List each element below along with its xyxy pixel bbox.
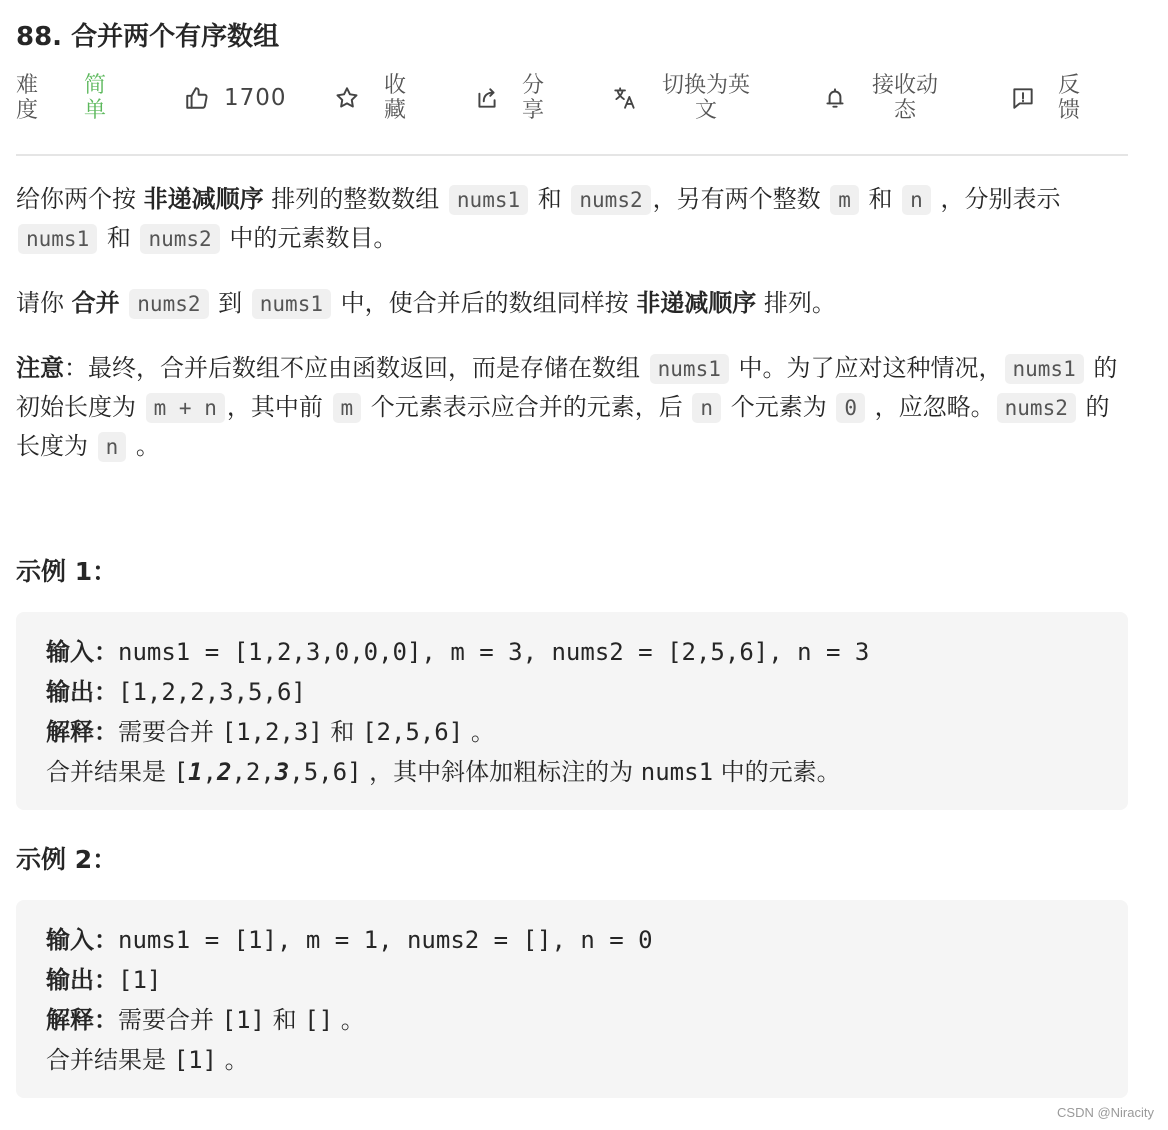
label: 解释： [46,1006,118,1034]
difficulty-value-line1: 简 [84,73,107,98]
example-explanation [46,712,1098,752]
text: 到 [210,289,250,317]
text: 排列的整数数组 [263,185,447,213]
text: 合并结果是 [46,1046,174,1074]
feedback-icon [1008,83,1038,113]
value: [1,2,2,3,5,6] [118,678,306,706]
label: 输出： [46,678,118,706]
inline-code: nums2 [997,393,1076,423]
text: 2 [74,845,93,874]
notify-button[interactable] [820,70,938,126]
text: 需要合并 [118,1006,222,1034]
code: [ [173,758,189,786]
text: 中的元素数目。 [221,224,398,252]
text: 。 [333,1006,365,1034]
text: 和 [322,718,363,746]
like-button[interactable] [182,70,287,126]
favorite-button[interactable] [332,70,406,126]
text: 示例 [16,557,75,586]
inline-code: nums1 [1005,354,1084,384]
code: [1] [173,1046,217,1074]
code: ,2, [231,758,275,786]
inline-code: n [692,393,721,423]
difficulty-value-line2: 单 [84,98,107,123]
code: [1] [221,1006,265,1034]
example-1-box [16,612,1128,810]
text: 需要合并 [118,718,222,746]
text: ，另有两个整数 [652,185,829,213]
thumbs-up-icon [182,83,212,113]
text: 1 [74,557,93,586]
description-paragraph-1 [16,180,1128,258]
code: [] [304,1006,334,1034]
text: 。 [217,1046,249,1074]
text: 排列。 [756,289,836,317]
inline-code: nums1 [252,289,331,319]
notify-label-line1: 接收动 [872,73,939,98]
share-icon [472,83,502,113]
text: 。 [128,432,160,460]
code: nums1 [640,758,714,786]
text: ： [92,557,118,586]
text: ，其中前 [226,393,331,421]
feedback-label-line2: 馈 [1058,98,1081,123]
code: [1,2,3] [221,718,323,746]
watermark: CSDN @Niracity [1057,1105,1154,1120]
bold-text: 非递减顺序 [636,289,757,317]
code: , [202,758,217,786]
inline-code: nums2 [140,224,219,254]
translate-label-line2: 文 [695,98,718,123]
text: 示例 [16,845,75,874]
example-1-title [16,552,117,588]
example-2-title [16,840,117,876]
bold-text: 非递减顺序 [143,185,264,213]
share-button[interactable] [472,70,544,126]
text: 的初始长度为 [16,354,1118,421]
text: ，分别表示 [932,185,1061,213]
text [120,289,128,317]
bold-italic: 2 [217,758,232,786]
star-icon [332,83,362,113]
example-2-box [16,900,1128,1098]
text: 请你 [16,289,72,317]
inline-code: m [830,185,859,215]
code: ,5,6] [289,758,362,786]
translate-button[interactable] [610,70,750,126]
share-label-line2: 享 [522,98,545,123]
notify-label-line2: 态 [894,98,917,123]
label: 输入： [46,638,118,666]
difficulty-label [16,70,38,126]
problem-toolbar [16,70,1128,126]
text: ： [92,845,118,874]
text: ，其中斜体加粗标注的为 [361,758,641,786]
text: 和 [860,185,901,213]
value: [1] [118,966,162,994]
bold-text: 合并 [71,289,120,317]
inline-code: nums1 [650,354,729,384]
translate-icon [610,83,640,113]
example-input [46,632,1098,672]
label: 解释： [46,718,118,746]
inline-code: n [902,185,931,215]
like-count: 1700 [224,85,287,111]
inline-code: nums1 [449,185,528,215]
toolbar-divider [16,154,1128,156]
inline-code: n [98,432,127,462]
inline-code: m + n [146,393,225,423]
example-output [46,672,1098,712]
example-explanation [46,1000,1098,1040]
value: nums1 = [1], m = 1, nums2 = [], n = 0 [118,926,653,954]
label: 输入： [46,926,118,954]
translate-label-line1: 切换为英 [662,73,751,98]
bold-italic: 3 [274,758,290,786]
text: ，应忽略。 [867,393,995,421]
inline-code: nums2 [571,185,650,215]
favorite-label-line2: 藏 [384,98,407,123]
text: 中，使合并后的数组同样按 [332,289,637,317]
text: 个元素为 [723,393,835,421]
page-title: 88. 合并两个有序数组 [16,22,280,52]
example-input [46,920,1098,960]
code: [2,5,6] [362,718,464,746]
example-result [46,752,1098,792]
feedback-button[interactable] [1008,70,1080,126]
text: 合并结果是 [46,758,174,786]
value: nums1 = [1,2,3,0,0,0], m = 3, nums2 = [2,5,6], n = 3 [118,638,870,666]
inline-code: 0 [836,393,865,423]
description-paragraph-2 [16,284,1128,323]
favorite-label-line1: 收 [384,73,407,98]
text: 的长度为 [16,393,1110,460]
difficulty-value [84,70,106,126]
description-note [16,349,1128,466]
bell-icon [820,83,850,113]
feedback-label-line1: 反 [1058,73,1081,98]
inline-code: nums1 [18,224,97,254]
text: 中。为了应对这种情况， [730,354,1003,382]
share-label-line1: 分 [522,73,545,98]
text: 。 [463,718,495,746]
problem-description [16,180,1128,492]
bold-text: 注意 [16,354,64,382]
inline-code: m [333,393,362,423]
text: 个元素表示应合并的元素，后 [363,393,691,421]
example-result [46,1040,1098,1080]
text: 给你两个按 [16,185,144,213]
difficulty-label-line2: 度 [16,98,39,123]
inline-code: nums2 [129,289,208,319]
text: ：最终，合并后数组不应由函数返回，而是存储在数组 [64,354,648,382]
text: 和 [99,224,139,252]
label: 输出： [46,966,118,994]
text: 和 [530,185,570,213]
bold-italic: 1 [188,758,203,786]
text: 和 [265,1006,305,1034]
text: 中的元素。 [713,758,841,786]
difficulty-label-line1: 难 [16,73,39,98]
example-output [46,960,1098,1000]
